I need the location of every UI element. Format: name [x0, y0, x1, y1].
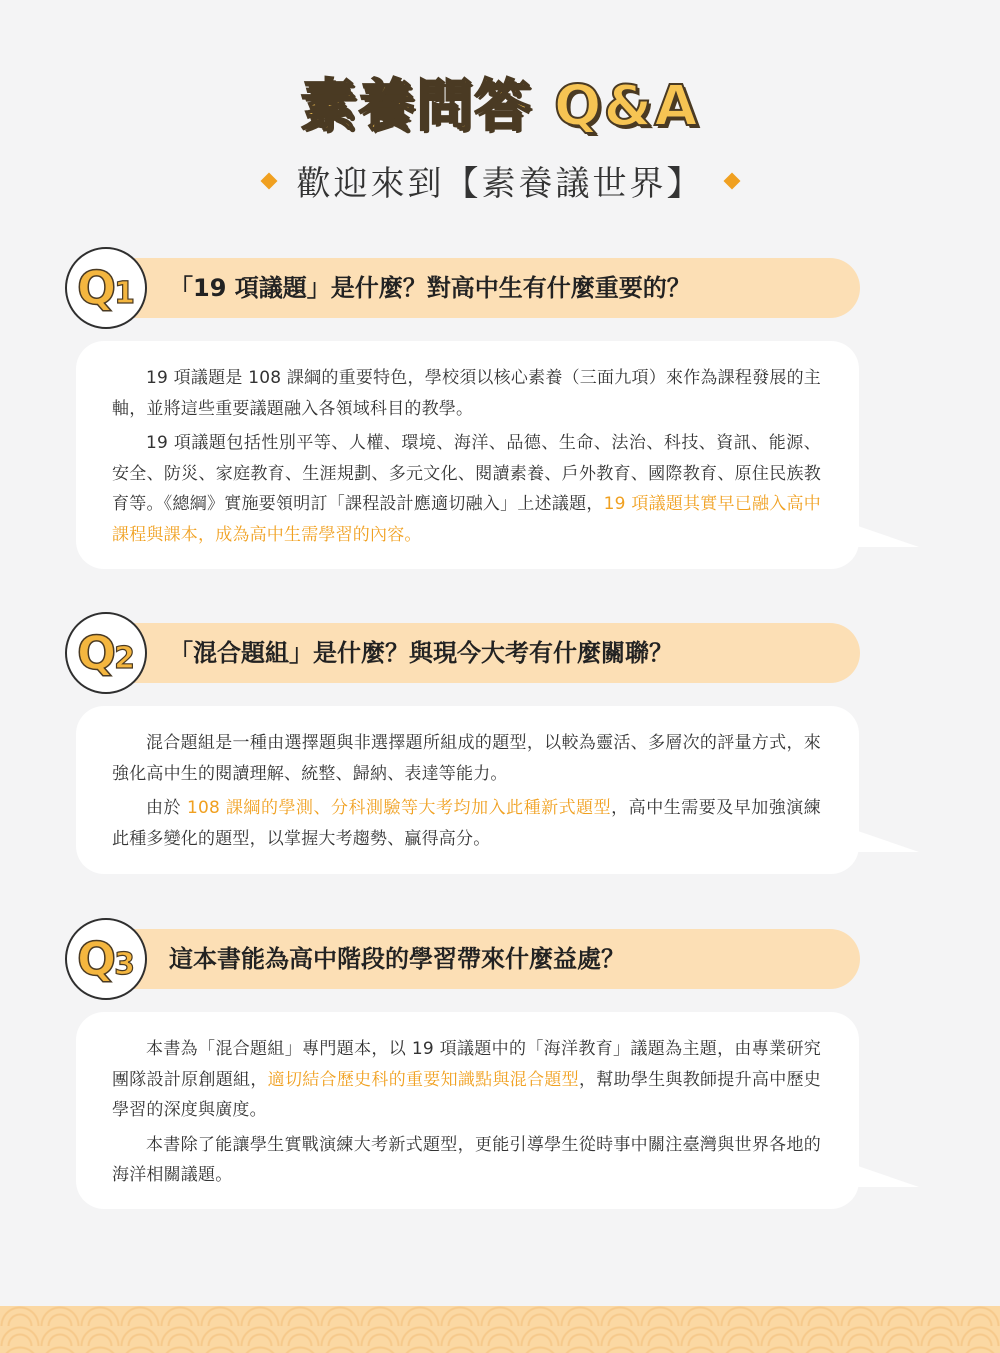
highlight-text: 19 項議題其實早已融入高中課程與課本，成為高中生需學習的內容。 [112, 494, 821, 545]
subtitle-row [0, 156, 1000, 205]
badge-number: 2 [114, 640, 135, 676]
diamond-icon [723, 172, 740, 189]
badge-q-letter: Q [77, 261, 115, 315]
speech-tail [855, 525, 919, 547]
question-badge-2 [65, 612, 147, 694]
highlight-text: 適切結合歷史科的重要知識點與混合題型 [267, 1069, 579, 1090]
highlight-text: 108 課綱的學測、分科測驗等大考均加入此種新式題型 [186, 798, 612, 818]
question-header-3 [65, 918, 860, 1000]
speech-tail [855, 830, 919, 852]
badge-number: 3 [114, 946, 135, 982]
question-title-3: 這本書能為高中階段的學習帶來什麼益處？ [169, 945, 625, 973]
question-header-2 [65, 612, 860, 694]
speech-tail [855, 1165, 919, 1187]
answer-paragraph: 混合題組是一種由選擇題與非選擇題所組成的題型，以較為靈活、多層次的評量方式，來強化高中生的閱讀理解、統整、歸納、表達等能力。 [112, 733, 821, 784]
answer-paragraph: 本書除了能讓學生實戰演練大考新式題型，更能引導學生從時事中關注臺灣與世界各地的海洋相關議題。 [112, 1134, 821, 1185]
question-header-1 [65, 247, 860, 329]
badge-q-letter: Q [77, 626, 115, 680]
answer-paragraph: 19 項議題包括性別平等、人權、環境、海洋、品德、生命、法治、科技、資訊、能源、安全、防災、家庭教育、生涯規劃、多元文化、閱讀素養、戶外教育、國際教育、原住民族教育等。《總綱》實施要領明訂「課程設計應適切融入」上述議題，19 項議題其實早已融入高中課程與課本，成為高中生需學習的內容。 [112, 433, 821, 545]
question-badge-3 [65, 918, 147, 1000]
answer-paragraph: 19 項議題是 108 課綱的重要特色，學校須以核心素養（三面九項）來作為課程發展的主軸，並將這些重要議題融入各領域科目的教學。 [112, 368, 821, 419]
answer-card-3 [76, 1012, 859, 1209]
question-badge-1 [65, 247, 147, 329]
answer-card-1 [76, 341, 859, 569]
answer-paragraph: 由於 108 課綱的學測、分科測驗等大考均加入此種新式題型，高中生需要及早加強演練此種多變化的題型，以掌握大考趨勢、贏得高分。 [112, 798, 821, 849]
decorative-wave-footer [0, 1306, 1000, 1353]
subtitle: 歡迎來到【素養議世界】 [296, 164, 704, 204]
question-title-2: 「混合題組」是什麼？與現今大考有什麼關聯？ [169, 639, 673, 667]
question-title-1: 「19 項議題」是什麼？對高中生有什麼重要的？ [169, 274, 691, 302]
page-title: 素養問答 Q&A [300, 74, 700, 139]
badge-q-letter: Q [77, 932, 115, 986]
badge-number: 1 [114, 275, 135, 311]
answer-paragraph: 本書為「混合題組」專門題本，以 19 項議題中的「海洋教育」議題為主題，由專業研究團隊設計原創題組，適切結合歷史科的重要知識點與混合題型，幫助學生與教師提升高中歷史學習的深度與廣度。 [112, 1039, 821, 1120]
answer-card-2 [76, 706, 859, 874]
diamond-icon [260, 172, 277, 189]
